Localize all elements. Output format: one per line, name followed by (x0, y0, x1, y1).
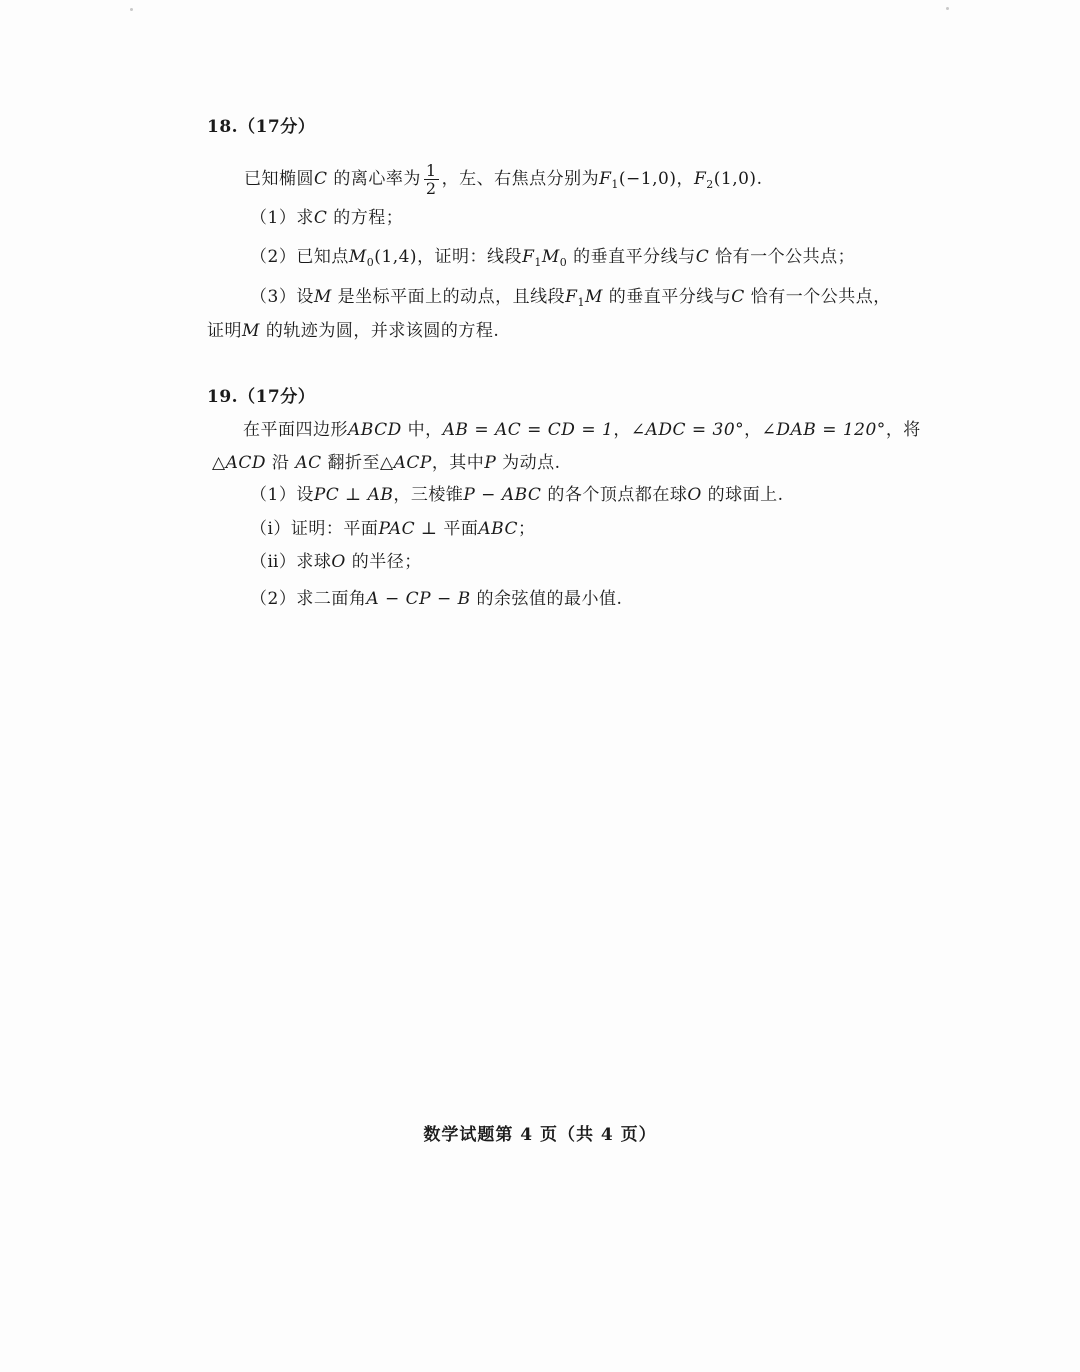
math-M: M (348, 247, 367, 267)
math-F: F (522, 247, 535, 267)
scan-speck (130, 8, 133, 11)
text: 的离心率为 (327, 169, 421, 189)
text: 的球面上. (701, 485, 784, 505)
q18-part3-cont (207, 319, 499, 343)
text: ，三棱锥 (393, 485, 464, 505)
text: 沿 (266, 453, 296, 473)
q19-part1-ii (250, 550, 422, 574)
text: ，将 (885, 420, 921, 440)
point-m0-coords: (1,4) (374, 247, 418, 267)
focus-2-coords: (1,0) (713, 169, 757, 189)
text: 恰有一个公共点； (709, 247, 856, 267)
page-footer: 数学试题第 4 页（共 4 页） (423, 1125, 657, 1145)
scan-speck (946, 7, 949, 10)
math-ABCD: ABCD (348, 420, 402, 440)
q19-part1 (250, 483, 784, 507)
math-AC: AC (295, 453, 322, 473)
q19-part1-i (250, 517, 536, 541)
text: ⊥ 平面 (415, 519, 479, 539)
text: （2）已知点 (250, 247, 349, 267)
math-C: C (731, 287, 745, 307)
math-M: M (584, 287, 603, 307)
text: . (756, 169, 763, 189)
math-triangle-acd: △ACD (212, 453, 266, 473)
q18-part2 (250, 245, 855, 275)
text: 翻折至 (321, 453, 381, 473)
text: 的垂直平分线与 (602, 287, 732, 307)
text: ，证明：线段 (417, 247, 523, 267)
text: 的半径； (345, 552, 422, 572)
math-M: M (242, 321, 260, 341)
math-angle-adc: ∠ADC = 30° (630, 420, 745, 440)
q19-heading: 19.（17分） (207, 387, 316, 407)
text: （2）求二面角 (250, 589, 367, 609)
subscript: 1 (611, 178, 619, 191)
q19-part2 (250, 587, 622, 611)
text: 中， (401, 420, 443, 440)
subscript: 0 (366, 256, 375, 269)
text: 为动点. (496, 453, 561, 473)
text: ， (613, 420, 631, 440)
text: 恰有一个公共点， (744, 287, 891, 307)
math-tetrahedron: P − ABC (463, 485, 542, 505)
focus-1-coords: (−1,0) (618, 169, 677, 189)
q18-heading: 18.（17分） (207, 117, 316, 137)
text: 的方程； (327, 208, 404, 228)
text: 已知椭圆 (244, 169, 314, 189)
fraction-numerator: 1 (425, 161, 437, 180)
math-C: C (313, 208, 328, 228)
text: （3）设 (250, 287, 314, 307)
q19-line1 (243, 418, 921, 442)
q18-intro (244, 162, 762, 197)
math-ABC: ABC (478, 519, 518, 539)
math-M: M (541, 247, 560, 267)
math-O: O (687, 485, 702, 505)
text: 是坐标平面上的动点，且线段 (331, 287, 566, 307)
q18-part3 (250, 285, 891, 315)
math-PAC: PAC (378, 519, 416, 539)
text: （1）求 (250, 208, 314, 228)
math-perpendicular: PC ⊥ AB (313, 485, 394, 505)
text: 证明 (207, 321, 242, 341)
q19-line2 (212, 451, 561, 475)
subscript: 1 (577, 296, 585, 309)
math-F: F (599, 169, 612, 189)
text: 的余弦值的最小值. (470, 589, 623, 609)
math-M: M (313, 287, 332, 307)
text: 的轨迹为圆，并求该圆的方程. (259, 321, 500, 341)
math-dihedral: A − CP − B (366, 589, 471, 609)
text: ； (518, 519, 536, 539)
text: （ⅱ）求球 (250, 552, 332, 572)
math-C: C (314, 169, 328, 189)
math-angle-dab: ∠DAB = 120° (761, 420, 886, 440)
fraction-denominator: 2 (425, 179, 437, 198)
math-O: O (331, 552, 346, 572)
fraction-one-half (424, 162, 439, 197)
subscript: 1 (534, 256, 542, 269)
text: （ⅰ）证明：平面 (250, 519, 379, 539)
math-equal-lengths: AB = AC = CD = 1 (442, 420, 614, 440)
text: 在平面四边形 (243, 420, 348, 440)
math-F: F (693, 169, 707, 189)
subscript: 2 (706, 178, 714, 191)
text: ， (676, 169, 694, 189)
math-C: C (695, 247, 710, 267)
text: ， (744, 420, 762, 440)
text: ，其中 (431, 453, 485, 473)
q18-part1 (250, 206, 403, 230)
math-F: F (565, 287, 578, 307)
text: ，左、右焦点分别为 (441, 169, 600, 189)
text: （1）设 (250, 485, 314, 505)
subscript: 0 (559, 256, 568, 269)
text: 的垂直平分线与 (567, 247, 696, 267)
text: 的各个顶点都在球 (541, 485, 688, 505)
math-triangle-acp: △ACP (380, 453, 432, 473)
math-P: P (484, 453, 497, 473)
